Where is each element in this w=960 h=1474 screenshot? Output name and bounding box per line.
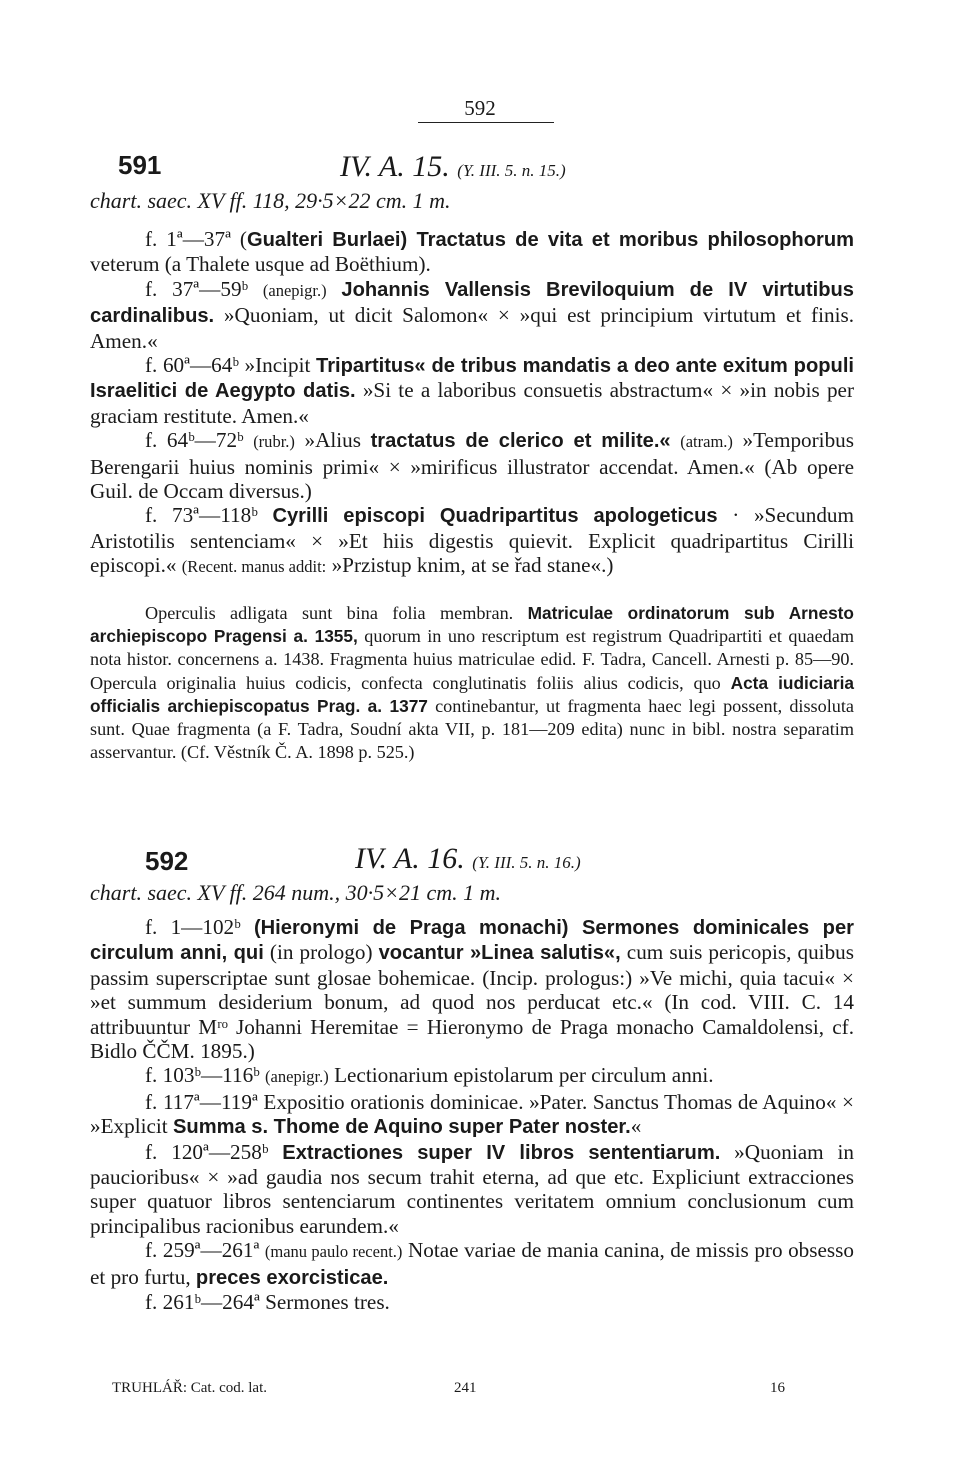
content-item: f. 103ᵇ—116ᵇ (anepigr.) Lectionarium epistolarum per circulum anni.: [145, 1063, 714, 1088]
content-item: f. 64ᵇ—72ᵇ (rubr.) »Alius tractatus de clerico et milite.« (atram.) »Temporibus Berengarii huius nominis primi« × »mirificus illustrator accendat. Amen.« (Ab opere Guil. de Occam diversus.): [90, 428, 855, 504]
shelfmark-old: (Y. III. 5. n. 16.): [472, 853, 581, 872]
footer-gathering: 16: [770, 1380, 785, 1396]
content-item: f. 60ª—64ᵇ »Incipit Tripartitus« de tribus mandatis a deo ante exitum populi Israelitici de Aegypto datis. »Si te a laboribus consuetis abstractum« × »in nobis per graciam restitute. Amen.«: [90, 353, 855, 428]
contents-591: [90, 227, 854, 580]
shelfmark: [340, 150, 566, 184]
entry-number: 592: [145, 846, 189, 876]
physical-description: chart. saec. XV ff. 264 num., 30·5×21 cm. 1 m.: [90, 880, 502, 905]
shelfmark-current: IV. A. 15.: [340, 150, 450, 183]
header-rule: [418, 122, 554, 123]
footer-signature: TRUHLÁŘ: Cat. cod. lat.: [112, 1380, 267, 1396]
content-item: f. 120ª—258ᵇ Extractiones super IV libros sententiarum. »Quoniam in paucioribus« × »ad gaudia nos secum trahit eterna, ad que etc. Expliciunt extracciones super quatuor libros sentenciarum continentes veritatem omnium conclusionum cum principalibus racionibus earundem.«: [90, 1139, 854, 1238]
physical-description: chart. saec. XV ff. 118, 29·5×22 cm. 1 m.: [90, 188, 451, 213]
content-item: f. 261ᵇ—264ª Sermones tres.: [145, 1290, 390, 1315]
content-item: f. 1—102ᵇ (Hieronymi de Praga monachi) Sermones dominicales per circulum anni, qui (in prologo) vocantur »Linea salutis«, cum suis pericopis, quibus passim superscriptae sunt glosae bohemicae. (Incip. prologus:) »Ve michi, quia tacui« × »et summum desiderium bonum, ad quod nos perducat etc.« (In cod. VIII. C. 14 attribuuntur Mʳᵒ Johanni Heremitae = Hieronymo de Praga monacho Camaldolensi, cf. Bidlo ČČM. 1895.): [90, 915, 854, 1064]
shelfmark-old: (Y. III. 5. n. 15.): [457, 161, 566, 180]
running-page-number: 592: [464, 96, 496, 120]
content-item: f. 259ª—261ª (manu paulo recent.) Notae variae de mania canina, de missis pro obsesso et pro furtu, preces exorcisticae.: [90, 1238, 855, 1289]
shelfmark-current: IV. A. 16.: [355, 842, 465, 875]
footer-sheet-number: 241: [454, 1380, 477, 1396]
entry-number: 591: [118, 150, 162, 180]
content-item: f. 73ª—118ᵇ Cyrilli episcopi Quadripartitus apologeticus · »Secundum Aristotilis sentenciam« × »Et hiis digestis quievit. Explicit quadripartitus Cirilli episcopi.« (Recent. manus addit: »Przistup knim, at se řad stane«.): [90, 503, 854, 578]
content-item: f. 37ª—59ᵇ (anepigr.) Johannis Vallensis Breviloquium de IV virtutibus cardinalibus. »Quoniam, ut dicit Salomon« × »qui est principium virtutum et finis. Amen.«: [90, 276, 855, 353]
codex-note: Operculis adligata sunt bina folia membran. Matriculae ordinatorum sub Arnesto archiepiscopo Pragensi a. 1355, quorum in uno rescriptum est registrum Quadripartiti et quaedam nota histor. concernens a. 1438. Fragmenta huius matriculae edid. F. Tadra, Cancell. Arnesti p. 85—90. Opercula originalia huius codicis, confecta conglutinatis foliis alius codicis, quo Acta iudiciaria officialis archiepiscopatus Prag. a. 1377 continebantur, ut fragmenta haec legi possent, dissoluta sunt. Quae fragmenta (a F. Tadra, Soudní akta VII, p. 181—209 edita) nunc in bibl. nostra separatim asservantur. (Cf. Věstník Č. A. 1898 p. 525.): [90, 603, 855, 763]
content-item: f. 117ª—119ª Expositio orationis dominicae. »Pater. Sanctus Thomas de Aquino« × »Explicit Summa s. Thome de Aquino super Pater noster.«: [90, 1089, 854, 1139]
shelfmark: [355, 842, 581, 876]
contents-592: [90, 915, 854, 1315]
content-item: f. 1ª—37ª (Gualteri Burlaei) Tractatus de vita et moribus philosophorum veterum (a Thalete usque ad Boëthium).: [90, 227, 855, 277]
